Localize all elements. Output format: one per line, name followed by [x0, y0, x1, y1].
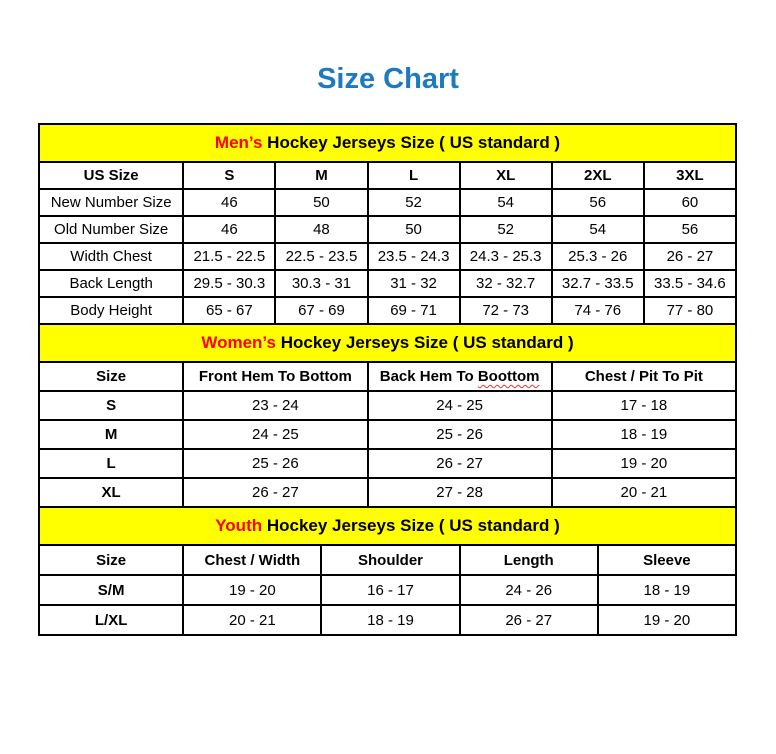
mens-section-banner: Men’s Hockey Jerseys Size ( US standard ): [39, 124, 736, 162]
table-row: [39, 605, 736, 635]
size-value-cell: 22.5 - 23.5: [275, 243, 367, 270]
row-label: Body Height: [39, 297, 183, 324]
row-label: L: [39, 449, 183, 478]
size-value-cell: 16 - 17: [321, 575, 459, 605]
row-label: Width Chest: [39, 243, 183, 270]
table-row: [39, 270, 736, 297]
size-value-cell: 29.5 - 30.3: [183, 270, 275, 297]
table-row: [39, 243, 736, 270]
size-value-cell: 30.3 - 31: [275, 270, 367, 297]
row-label: S: [39, 391, 183, 420]
size-value-cell: 25.3 - 26: [552, 243, 644, 270]
column-header: Size: [39, 362, 183, 391]
womens-section-banner: Women’s Hockey Jerseys Size ( US standard ): [39, 324, 736, 362]
size-value-cell: 32 - 32.7: [460, 270, 552, 297]
mens-banner-row: [39, 124, 736, 162]
size-value-cell: 56: [644, 216, 736, 243]
size-value-cell: 20 - 21: [183, 605, 321, 635]
size-chart-page: [0, 62, 776, 636]
size-value-cell: 26 - 27: [644, 243, 736, 270]
size-value-cell: 18 - 19: [552, 420, 736, 449]
row-label: New Number Size: [39, 189, 183, 216]
size-value-cell: 18 - 19: [598, 575, 736, 605]
table-row: [39, 297, 736, 324]
youth-size-table: [38, 506, 737, 636]
column-header: XL: [460, 162, 552, 189]
size-value-cell: 72 - 73: [460, 297, 552, 324]
column-header: M: [275, 162, 367, 189]
youth-header-row: [39, 545, 736, 575]
size-value-cell: 19 - 20: [552, 449, 736, 478]
row-label: Back Length: [39, 270, 183, 297]
youth-banner-row: [39, 507, 736, 545]
size-value-cell: 23 - 24: [183, 391, 367, 420]
size-value-cell: 21.5 - 22.5: [183, 243, 275, 270]
size-value-cell: 54: [552, 216, 644, 243]
table-row: [39, 391, 736, 420]
size-value-cell: 48: [275, 216, 367, 243]
column-header: Chest / Width: [183, 545, 321, 575]
row-label: S/M: [39, 575, 183, 605]
size-value-cell: 26 - 27: [183, 478, 367, 507]
column-header: S: [183, 162, 275, 189]
column-header: L: [368, 162, 460, 189]
column-header: Length: [460, 545, 598, 575]
size-value-cell: 69 - 71: [368, 297, 460, 324]
page-title: Size Chart: [317, 63, 459, 95]
column-header: 2XL: [552, 162, 644, 189]
size-value-cell: 60: [644, 189, 736, 216]
size-value-cell: 18 - 19: [321, 605, 459, 635]
mens-header-row: [39, 162, 736, 189]
size-value-cell: 23.5 - 24.3: [368, 243, 460, 270]
size-value-cell: 56: [552, 189, 644, 216]
size-value-cell: 19 - 20: [598, 605, 736, 635]
size-value-cell: 27 - 28: [368, 478, 552, 507]
size-value-cell: 52: [368, 189, 460, 216]
table-row: [39, 478, 736, 507]
size-value-cell: 52: [460, 216, 552, 243]
youth-section-banner: Youth Hockey Jerseys Size ( US standard ): [39, 507, 736, 545]
size-value-cell: 24 - 25: [183, 420, 367, 449]
youth-banner-highlight: Youth: [215, 516, 263, 535]
size-value-cell: 54: [460, 189, 552, 216]
size-value-cell: 46: [183, 189, 275, 216]
misspelled-word: Boottom: [477, 368, 540, 385]
size-value-cell: 17 - 18: [552, 391, 736, 420]
size-value-cell: 32.7 - 33.5: [552, 270, 644, 297]
size-value-cell: 25 - 26: [368, 420, 552, 449]
womens-banner-row: [39, 324, 736, 362]
column-header: Sleeve: [598, 545, 736, 575]
size-value-cell: 26 - 27: [368, 449, 552, 478]
womens-header-row: [39, 362, 736, 391]
mens-size-table: [38, 123, 737, 325]
size-value-cell: 50: [275, 189, 367, 216]
table-row: [39, 216, 736, 243]
column-header: US Size: [39, 162, 183, 189]
size-value-cell: 19 - 20: [183, 575, 321, 605]
size-value-cell: 24.3 - 25.3: [460, 243, 552, 270]
row-label: L/XL: [39, 605, 183, 635]
size-value-cell: 50: [368, 216, 460, 243]
size-value-cell: 24 - 26: [460, 575, 598, 605]
mens-banner-highlight: Men’s: [214, 133, 263, 152]
table-row: [39, 420, 736, 449]
column-header: Back Hem To Boottom: [368, 362, 552, 391]
column-header: 3XL: [644, 162, 736, 189]
size-value-cell: 77 - 80: [644, 297, 736, 324]
row-label: Old Number Size: [39, 216, 183, 243]
womens-size-table: [38, 323, 737, 508]
table-row: [39, 575, 736, 605]
size-value-cell: 20 - 21: [552, 478, 736, 507]
size-tables-container: [38, 123, 737, 636]
size-value-cell: 74 - 76: [552, 297, 644, 324]
size-value-cell: 26 - 27: [460, 605, 598, 635]
column-header: Size: [39, 545, 183, 575]
size-value-cell: 65 - 67: [183, 297, 275, 324]
row-label: M: [39, 420, 183, 449]
table-row: [39, 189, 736, 216]
size-value-cell: 46: [183, 216, 275, 243]
size-value-cell: 67 - 69: [275, 297, 367, 324]
row-label: XL: [39, 478, 183, 507]
size-value-cell: 33.5 - 34.6: [644, 270, 736, 297]
column-header: Chest / Pit To Pit: [552, 362, 736, 391]
column-header: Shoulder: [321, 545, 459, 575]
womens-banner-highlight: Women’s: [201, 333, 276, 352]
size-value-cell: 24 - 25: [368, 391, 552, 420]
size-value-cell: 25 - 26: [183, 449, 367, 478]
column-header: Front Hem To Bottom: [183, 362, 367, 391]
table-row: [39, 449, 736, 478]
size-value-cell: 31 - 32: [368, 270, 460, 297]
